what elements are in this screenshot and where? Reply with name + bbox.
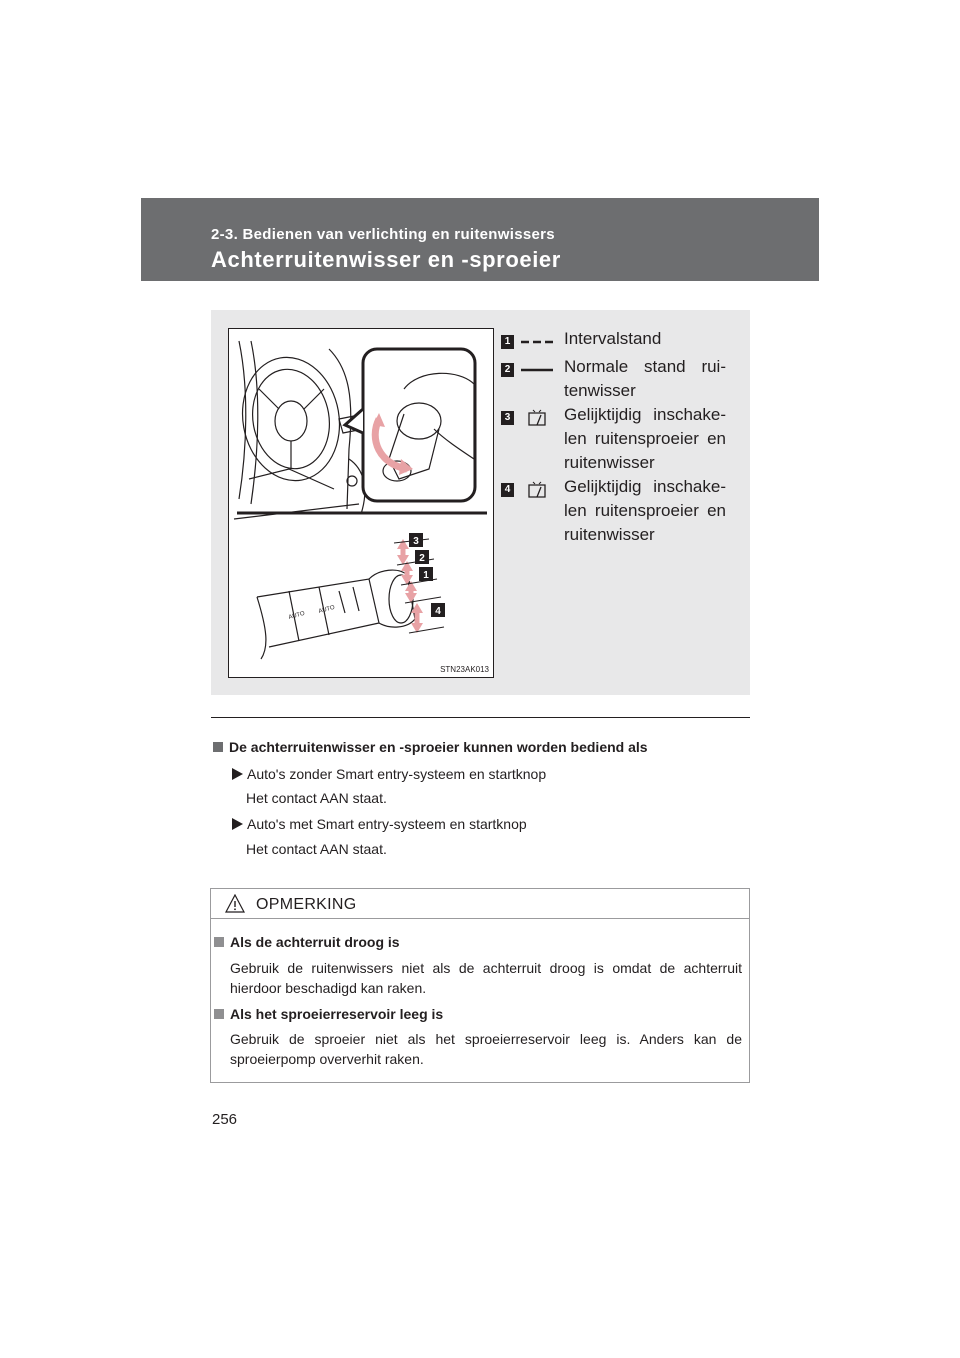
notice-heading-2: Als het sproeierreservoir leeg is xyxy=(214,1006,443,1022)
section-divider xyxy=(211,717,750,718)
dashed-line-icon xyxy=(519,333,555,351)
legend-number: 2 xyxy=(501,363,514,377)
legend-text: Gelijktijdig inschake-len ruitensproeier en ruitenwisser xyxy=(564,477,726,544)
notice-title: OPMERKING xyxy=(256,896,357,913)
callout-2 xyxy=(415,550,429,564)
square-bullet-icon xyxy=(214,1009,224,1019)
square-bullet-icon xyxy=(213,742,223,752)
notice-heading-1: Als de achterruit droog is xyxy=(214,934,400,950)
illustration-drawing xyxy=(229,329,494,678)
notice-box xyxy=(210,888,750,1083)
legend-number: 4 xyxy=(501,483,514,497)
callout-3 xyxy=(409,533,423,547)
page-title: Achterruitenwisser en -sproeier xyxy=(211,247,561,272)
notice-header xyxy=(211,889,749,919)
chapter-header xyxy=(141,198,819,281)
washer-wiper-icon xyxy=(519,481,555,499)
notice-text-2: Gebruik de sproeier niet als het sproeierreservoir leeg is. Anders kan de sproeierpomp oververhit raken. xyxy=(230,1031,742,1067)
callout-4 xyxy=(431,603,445,617)
legend-text: Normale stand rui-tenwisser xyxy=(564,357,726,400)
triangle-bullet-icon xyxy=(232,768,243,780)
washer-wiper-icon xyxy=(519,409,555,427)
figure-panel xyxy=(211,310,750,695)
condition-item-1: Auto's zonder Smart entry-systeem en startknop xyxy=(232,765,772,783)
svg-text:4: 4 xyxy=(435,606,441,617)
callout-1 xyxy=(419,567,433,581)
conditions-heading: De achterruitenwisser en -sproeier kunnen worden bediend als xyxy=(213,738,753,756)
solid-line-icon xyxy=(519,361,555,379)
square-bullet-icon xyxy=(214,937,224,947)
svg-text:AUTO: AUTO xyxy=(317,604,336,615)
condition-detail-2: Het contact AAN staat. xyxy=(246,841,387,857)
section-label: 2-3. Bedienen van verlichting en ruitenwissers xyxy=(211,226,555,243)
legend-text: Gelijktijdig inschake-len ruitensproeier en ruitenwisser xyxy=(564,405,726,472)
wiper-lever-illustration xyxy=(228,328,494,678)
notice-text-1: Gebruik de ruitenwissers niet als de achterruit droog is omdat de achterruit hierdoor beschadigd kan raken. xyxy=(230,960,742,996)
condition-detail-1: Het contact AAN staat. xyxy=(246,790,387,806)
svg-text:2: 2 xyxy=(419,553,425,564)
svg-text:AUTO: AUTO xyxy=(287,610,306,621)
svg-text:3: 3 xyxy=(413,536,419,547)
warning-triangle-icon xyxy=(225,894,245,913)
svg-text:1: 1 xyxy=(423,570,429,581)
illustration-code: STN23AK013 xyxy=(440,665,489,674)
legend-number: 1 xyxy=(501,335,514,349)
condition-item-2: Auto's met Smart entry-systeem en startknop xyxy=(232,815,772,833)
legend-text: Intervalstand xyxy=(564,329,662,348)
triangle-bullet-icon xyxy=(232,818,243,830)
legend-number: 3 xyxy=(501,411,514,425)
page-number: 256 xyxy=(212,1111,238,1128)
